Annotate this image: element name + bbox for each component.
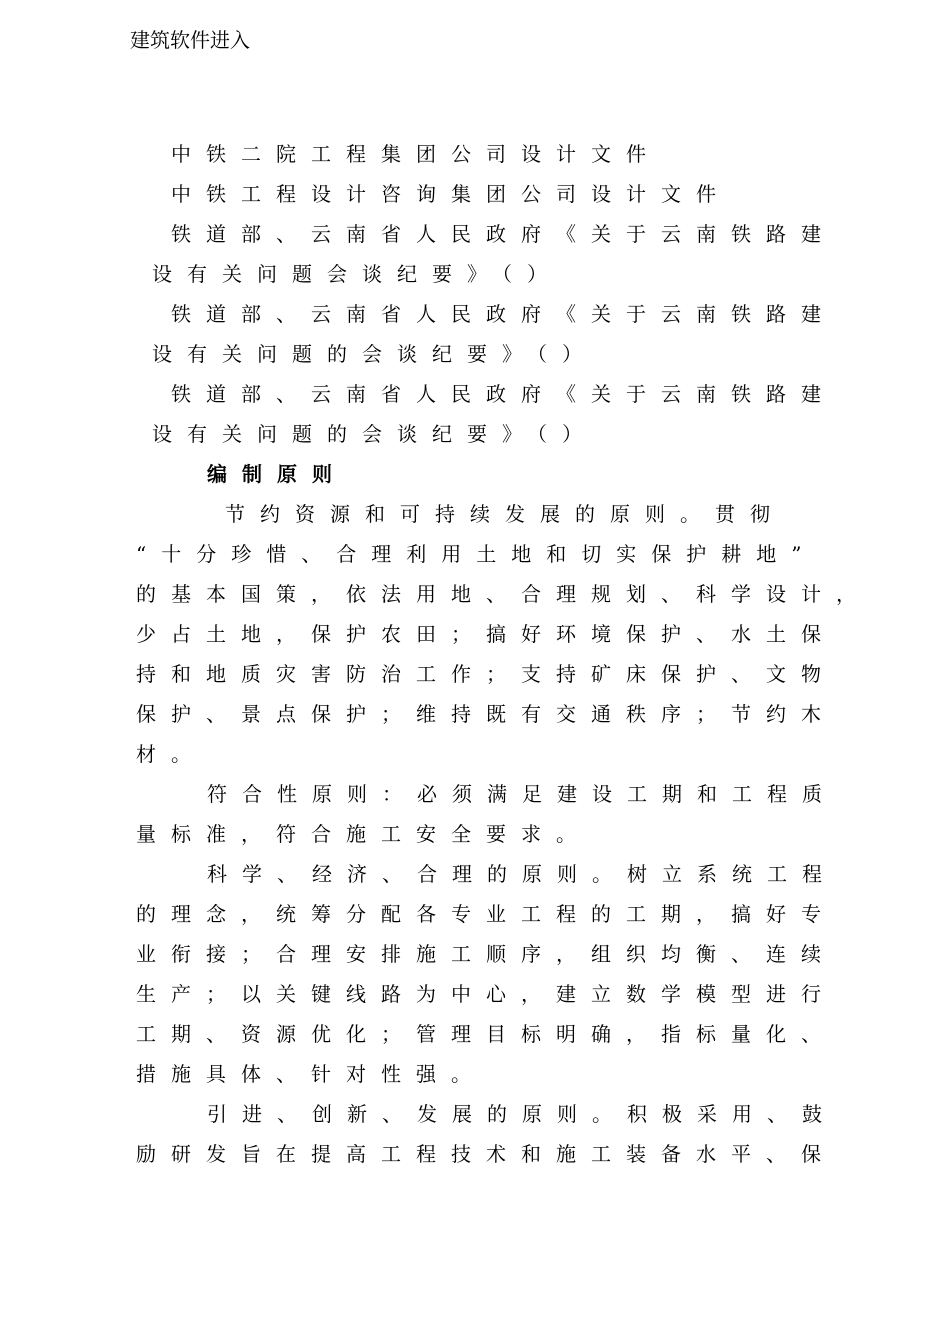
paragraph-line: 的理念，统筹分配各专业工程的工期，搞好专: [136, 902, 836, 926]
paragraph-line: 保护、景点保护；维持既有交通秩序；节约木: [136, 702, 836, 726]
reference-line: 铁道部、云南省人民政府《关于云南铁路建: [171, 302, 836, 326]
paragraph-line: 符合性原则：必须满足建设工期和工程质: [207, 782, 837, 806]
paragraph-line: 业衔接；合理安排施工顺序，组织均衡、连续: [136, 942, 836, 966]
paragraph-line: 材。: [136, 742, 206, 766]
reference-line: 铁道部、云南省人民政府《关于云南铁路建: [171, 222, 836, 246]
reference-line: 中铁二院工程集团公司设计文件: [171, 142, 661, 166]
paragraph-line: 的基本国策，依法用地、合理规划、科学设计，: [136, 582, 871, 606]
reference-line: 铁道部、云南省人民政府《关于云南铁路建: [171, 382, 836, 406]
reference-line: 设有关问题的会谈纪要》（）: [152, 342, 597, 366]
paragraph-line: 科学、经济、合理的原则。树立系统工程: [207, 862, 837, 886]
reference-line: 中铁工程设计咨询集团公司设计文件: [171, 182, 731, 206]
paragraph-line: 少占土地，保护农田；搞好环境保护、水土保: [136, 622, 836, 646]
reference-line: 设有关问题会谈纪要》（）: [152, 262, 562, 286]
paragraph-line: 引进、创新、发展的原则。积极采用、鼓: [207, 1102, 837, 1126]
paragraph-line: 节约资源和可持续发展的原则。贯彻: [225, 502, 785, 526]
paragraph-line: 措施具体、针对性强。: [136, 1062, 486, 1086]
paragraph-line: 量标准，符合施工安全要求。: [136, 822, 591, 846]
section-heading: 编制原则: [207, 462, 347, 486]
reference-line: 设有关问题的会谈纪要》（）: [152, 422, 597, 446]
paragraph-line: 生产；以关键线路为中心，建立数学模型进行: [136, 982, 836, 1006]
paragraph-line: 励研发旨在提高工程技术和施工装备水平、保: [136, 1142, 836, 1166]
paragraph-line: “十分珍惜、合理利用土地和切实保护耕地”: [136, 542, 817, 566]
paragraph-line: 持和地质灾害防治工作；支持矿床保护、文物: [136, 662, 836, 686]
page-header: 建筑软件进入: [130, 28, 250, 52]
paragraph-line: 工期、资源优化；管理目标明确，指标量化、: [136, 1022, 836, 1046]
